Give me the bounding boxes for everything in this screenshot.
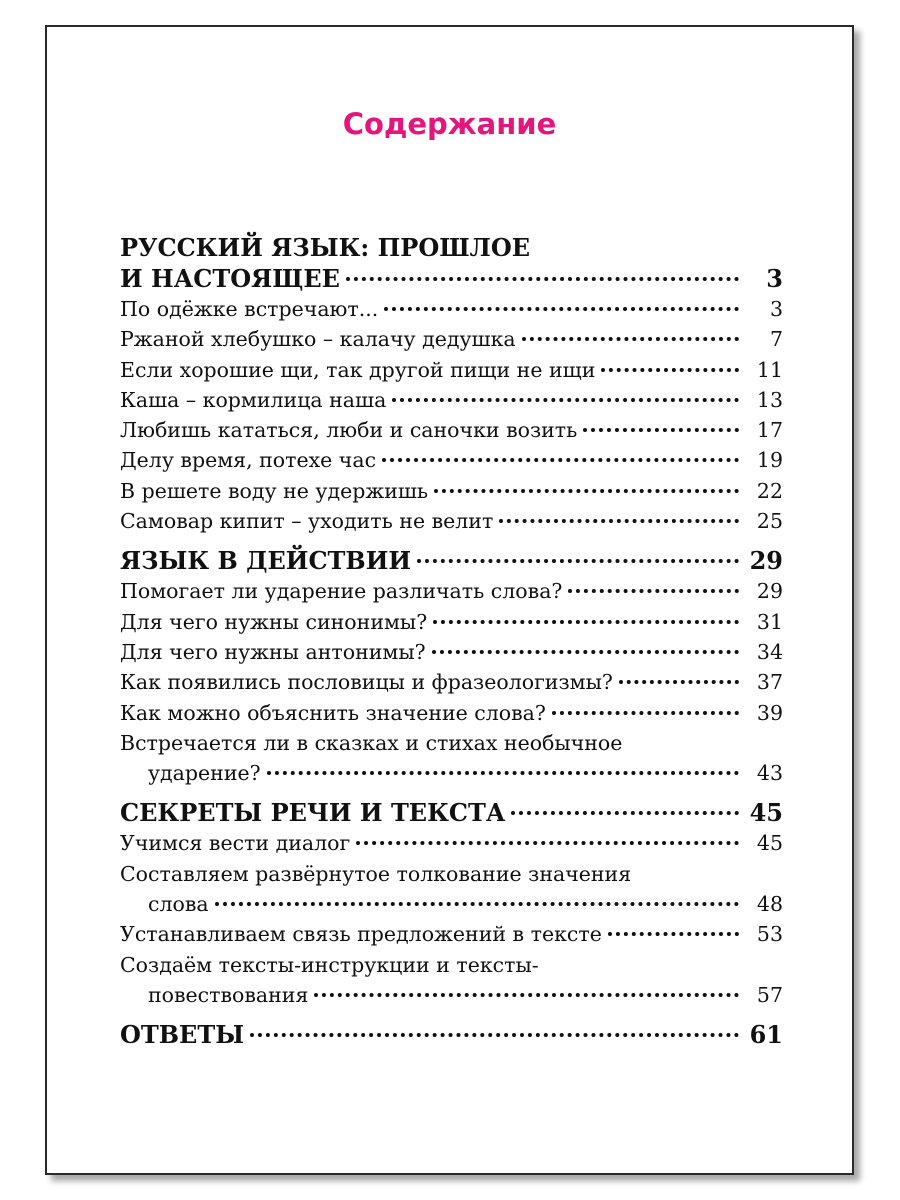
entry-title-text: Делу время, потехе час [120, 448, 377, 473]
entry-title-text: Ржаной хлебушко – калачу дедушка [120, 327, 516, 352]
leader-dots [250, 1033, 739, 1037]
leader-dots [511, 811, 739, 815]
section-title-text: СЕКРЕТЫ РЕЧИ И ТЕКСТА [120, 798, 506, 828]
entry-title-text: Устанавливаем связь предложений в тексте [120, 922, 602, 947]
entry-title-text: Как появились пословицы и фразеологизмы? [120, 670, 613, 695]
toc-entry[interactable] [120, 667, 783, 697]
toc-section [120, 545, 783, 788]
leader-dots [417, 559, 739, 563]
toc-section [120, 1019, 783, 1050]
section-heading[interactable] [120, 797, 783, 828]
entry-page-number: 29 [756, 579, 783, 604]
toc-entry[interactable] [120, 576, 783, 606]
section-title-text: РУССКИЙ ЯЗЫК: ПРОШЛОЕ [120, 233, 531, 262]
entry-page-number: 7 [769, 327, 783, 352]
leader-dots [552, 711, 739, 715]
entry-title-text: Самовар кипит – уходить не велит [120, 509, 494, 534]
leader-dots [619, 680, 739, 684]
entry-title-text: Любишь кататься, люби и саночки возить [120, 418, 578, 443]
entry-page-number: 3 [769, 297, 783, 321]
toc-entry[interactable] [120, 980, 783, 1010]
entry-page-number: 22 [756, 478, 783, 503]
leader-dots [432, 650, 739, 654]
toc-entry[interactable] [120, 859, 783, 889]
entry-page-number: 39 [756, 700, 783, 725]
leader-dots [433, 620, 739, 624]
entry-title-text: Помогает ли ударение различать слова? [120, 579, 563, 604]
entry-page-number: 25 [756, 509, 783, 534]
entry-title-text: Составляем развёрнутое толкование значения [120, 861, 632, 886]
toc-entry[interactable] [120, 415, 783, 445]
entry-page-number: 34 [756, 639, 783, 664]
entry-title-text: Как можно объяснить значение слова? [120, 700, 546, 725]
section-page-number: 3 [766, 264, 783, 293]
leader-dots [382, 458, 739, 462]
section-heading[interactable] [120, 263, 783, 294]
entry-title-text: ударение? [148, 761, 261, 786]
toc-section [120, 797, 783, 1010]
toc-entry[interactable] [120, 445, 783, 475]
toc-section [120, 232, 783, 536]
entry-page-number: 31 [756, 609, 783, 634]
entry-page-number: 48 [756, 892, 783, 917]
entry-page-number: 17 [756, 418, 783, 443]
section-page-number: 45 [749, 798, 783, 828]
leader-dots [583, 428, 739, 432]
leader-dots [384, 307, 739, 311]
leader-dots [356, 841, 739, 845]
entry-page-number: 45 [756, 831, 783, 856]
section-heading[interactable] [120, 1019, 783, 1050]
entry-title-text: повествования [148, 982, 309, 1007]
entry-page-number: 57 [756, 982, 783, 1007]
toc-entry[interactable] [120, 355, 783, 385]
section-title-text: ЯЗЫК В ДЕЙСТВИИ [120, 546, 412, 576]
entry-page-number: 43 [756, 761, 783, 786]
toc-entry[interactable] [120, 758, 783, 788]
book-page [45, 25, 854, 1175]
leader-dots [346, 277, 739, 281]
entry-title-text: Учимся вести диалог [120, 831, 351, 856]
entry-title-text: Для чего нужны синонимы? [120, 609, 428, 634]
toc-entry[interactable] [120, 506, 783, 536]
leader-dots [267, 771, 739, 775]
leader-dots [608, 932, 739, 936]
toc-entry[interactable] [120, 950, 783, 980]
toc-entry[interactable] [120, 698, 783, 728]
entry-page-number: 19 [756, 448, 783, 473]
entry-title-text: Если хорошие щи, так другой пищи не ищи [120, 357, 596, 382]
entry-title-text: По одёжке встречают... [120, 297, 379, 321]
section-page-number: 61 [749, 1020, 783, 1050]
section-heading[interactable] [120, 545, 783, 576]
leader-dots [522, 337, 739, 341]
entry-page-number: 53 [756, 922, 783, 947]
entry-title-text: В решете воду не удержишь [120, 478, 429, 503]
entry-title-text: Встречается ли в сказках и стихах необычное [120, 730, 623, 755]
leader-dots [568, 589, 739, 593]
entry-title-text: Для чего нужны антонимы? [120, 639, 426, 664]
toc-entry[interactable] [120, 828, 783, 858]
section-title-text: ОТВЕТЫ [120, 1020, 245, 1050]
leader-dots [314, 993, 739, 997]
entry-title-text: Создаём тексты-инструкции и тексты- [120, 952, 539, 977]
toc-entry[interactable] [120, 919, 783, 949]
entry-page-number: 37 [756, 670, 783, 695]
section-heading[interactable] [120, 232, 783, 263]
toc-entry[interactable] [120, 889, 783, 919]
toc-entry[interactable] [120, 324, 783, 354]
entry-page-number: 13 [756, 387, 783, 412]
section-page-number: 29 [749, 546, 783, 576]
toc-entry[interactable] [120, 294, 783, 324]
leader-dots [392, 398, 739, 402]
toc-entry[interactable] [120, 637, 783, 667]
leader-dots [434, 489, 739, 493]
toc-entry[interactable] [120, 607, 783, 637]
toc-entry[interactable] [120, 728, 783, 758]
table-of-contents [120, 232, 783, 1059]
entry-page-number: 11 [756, 357, 783, 382]
entry-title-text: Каша – кормилица наша [120, 387, 387, 412]
section-title-text: И НАСТОЯЩЕЕ [120, 264, 340, 293]
page-title: Содержание [342, 107, 557, 141]
toc-entry[interactable] [120, 385, 783, 415]
leader-dots [499, 519, 739, 523]
leader-dots [215, 902, 739, 906]
entry-title-text: слова [148, 892, 209, 917]
leader-dots [601, 368, 739, 372]
toc-entry[interactable] [120, 476, 783, 506]
